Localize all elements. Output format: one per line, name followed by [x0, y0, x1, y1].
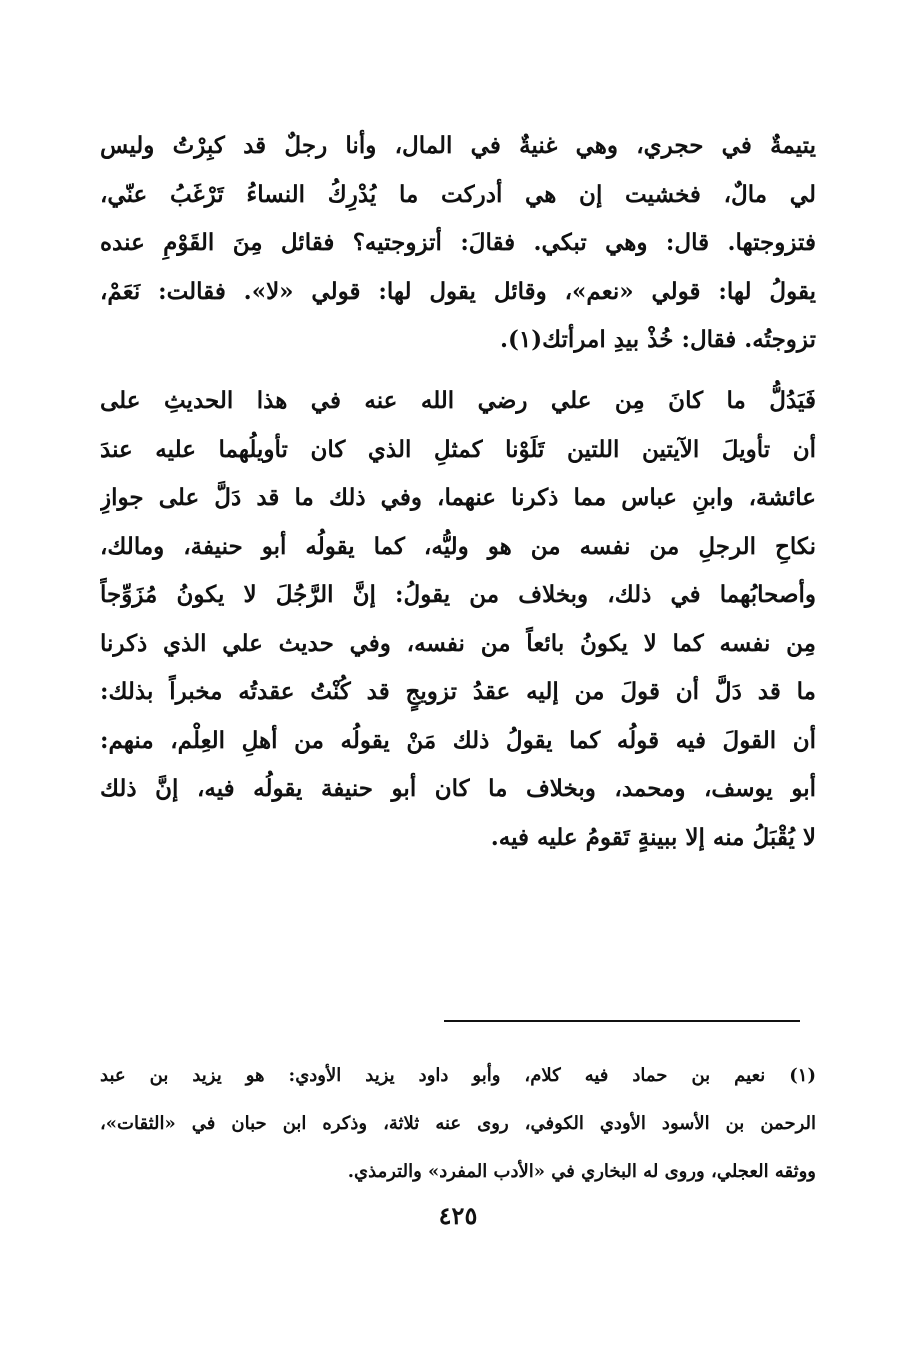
text-line: عائشة، وابنِ عباس مما ذكرنا عنهما، وفي ذلك ما قد دَلَّ على جوازِ [100, 484, 816, 511]
text-line: لا يُقْبَلُ منه إلا ببينةٍ تَقومُ عليه فيه. [490, 823, 816, 851]
text-line: تزوجتُه. فقال: خُذْ بيدِ امرأتك(١). [500, 326, 816, 353]
footnote-line: الرحمن بن الأسود الأودي الكوفي، روى عنه ثلاثة، وذكره ابن حبان في «الثقات»، [100, 1113, 816, 1134]
footnote-separator [444, 1020, 800, 1022]
text-line: يتيمةٌ في حجري، وهي غنيةٌ في المال، وأنا رجلٌ قد كبِرْتُ وليس [100, 132, 816, 159]
paragraph-1 [100, 122, 816, 365]
paragraph-2 [100, 377, 816, 862]
footnote-line: (١) نعيم بن حماد فيه كلام، وأبو داود يزيد الأودي: هو يزيد بن عبد [100, 1065, 816, 1086]
text-line: نكاحِ الرجلِ من نفسه من هو وليُّه، كما يقولُه أبو حنيفة، ومالك، [100, 532, 816, 560]
text-line: مِن نفسه كما لا يكونُ بائعاً من نفسه، وفي حديث علي الذي ذكرنا [100, 629, 816, 657]
text-line: أن تأويلَ الآيتين اللتين تَلَوْنا كمثلِ الذي كان تأويلُهما عليه عندَ [100, 435, 816, 463]
text-line: أبو يوسف، ومحمد، وبخلاف ما كان أبو حنيفة يقولُه فيه، إنَّ ذلك [100, 775, 816, 802]
text-line: يقولُ لها: قولي «نعم»، وقائل يقول لها: قولي «لا». فقالت: نَعَمْ، [100, 277, 816, 305]
text-line: فتزوجتها. قال: وهي تبكي. فقالَ: أتزوجتيه؟ فقائل مِنَ القَوْمِ عنده [100, 229, 816, 256]
text-line: لي مالٌ، فخشيت إن هي أدركت ما يُدْرِكُ النساءُ تَرْغَبُ عنّي، [100, 180, 816, 208]
text-line: فَيَدُلُّ ما كانَ مِن علي رضي الله عنه في هذا الحديثِ على [100, 387, 816, 414]
footnotes [100, 1052, 816, 1196]
page-number: ٤٢٥ [438, 1201, 478, 1230]
text-line: ما قد دَلَّ أن قولَ من إليه عقدُ تزويجٍ قد كُنْتُ عقدتُه مخبراً بذلك: [100, 678, 816, 705]
text-line: وأصحابُهما في ذلك، وبخلاف من يقولُ: إنَّ الرَّجُلَ لا يكونُ مُزَوِّجاً [100, 581, 816, 608]
footnote-line: ووثقه العجلي، وروى له البخاري في «الأدب المفرد» والترمذي. [347, 1161, 816, 1182]
text-line: أن القولَ فيه قولُه كما يقولُ ذلك مَنْ يقولُه من أهلِ العِلْم، منهم: [100, 726, 816, 754]
